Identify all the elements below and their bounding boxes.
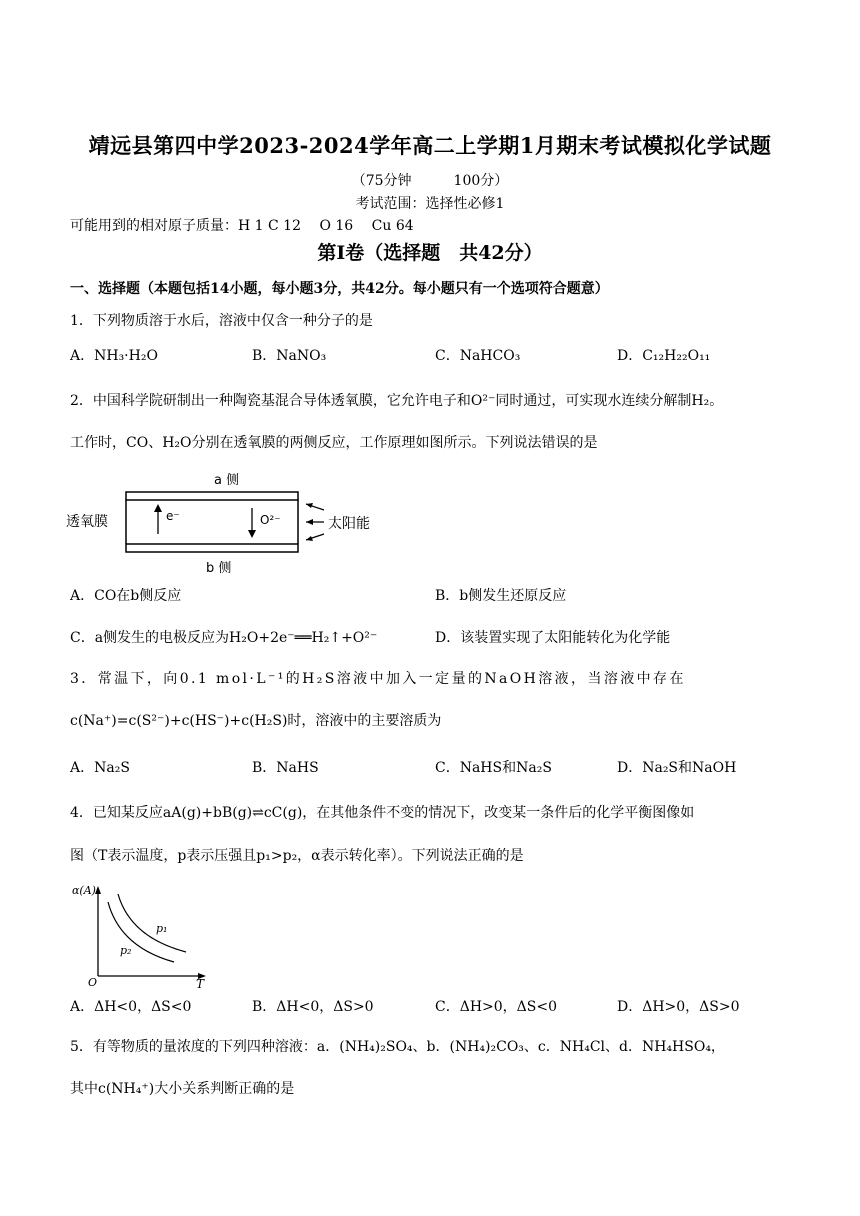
q1-stem: 1．下列物质溶于水后，溶液中仅含一种分子的是 [70,313,373,329]
exam-title: 靖远县第四中学2023-2024学年高二上学期1月期末考试模拟化学试题 [88,133,772,158]
time-score: （75分钟 100分） [351,173,509,189]
q5-stem-line2: 其中c(NH₄⁺)大小关系判断正确的是 [70,1081,295,1097]
q3-stem-line1: 3．常温下，向0.1 mol·L⁻¹的H₂S溶液中加入一定量的NaOH溶液，当溶液中存在 [70,671,686,687]
q3-option-d: D．Na₂S和NaOH [617,760,737,776]
q1-option-c: C．NaHCO₃ [435,348,521,364]
atomic-masses: 可能用到的相对原子质量：H 1 C 12 O 16 Cu 64 [70,218,414,234]
q5-stem-line1: 5．有等物质的量浓度的下列四种溶液：a．(NH₄)₂SO₄、b．(NH₄)₂CO₃、c．NH₄Cl、d．NH₄HSO₄， [70,1039,725,1055]
q3-option-c: C．NaHS和Na₂S [435,760,552,776]
oxide-arrow-icon [248,530,256,538]
q4-option-c: C．ΔH>0，ΔS<0 [435,999,558,1015]
q1-option-d: D．C₁₂H₂₂O₁₁ [617,348,711,364]
b-side-label: b 侧 [206,561,232,576]
q4-option-d: D．ΔH>0，ΔS>0 [617,999,740,1015]
equilibrium-graph [70,880,215,990]
q2-stem-line2: 工作时，CO、H₂O分别在透氧膜的两侧反应，工作原理如图所示。下列说法错误的是 [70,435,598,451]
q1-option-b: B．NaNO₃ [252,348,327,364]
q4-stem-line1: 4．已知某反应aA(g)+bB(g)⇌cC(g)，在其他条件不变的情况下，改变某一条件后的化学平衡图像如 [70,805,695,821]
p1-label: p₁ [156,922,168,935]
section-title: 第Ⅰ卷（选择题 共42分） [317,242,543,264]
membrane-label: 透氧膜 [66,514,108,530]
q2-option-c: C．a侧发生的电极反应为H₂O+2e⁻══H₂↑+O²⁻ [70,630,378,646]
exam-scope: 考试范围：选择性必修1 [355,196,505,212]
membrane-diagram [66,468,406,578]
electron-arrow-icon [154,504,162,512]
q1-option-a: A．NH₃·H₂O [70,348,158,364]
x-axis-label: T [196,977,205,990]
oxide-label: O²⁻ [260,513,281,527]
q3-stem-line2: c(Na⁺)=c(S²⁻)+c(HS⁻)+c(H₂S)时，溶液中的主要溶质为 [70,713,442,729]
q2-stem-line1: 2．中国科学院研制出一种陶瓷基混合导体透氧膜，它允许电子和O²⁻同时通过，可实现水连续分解制H₂。 [70,393,724,409]
electron-label: e⁻ [166,509,180,523]
top-membrane-layer [126,492,298,500]
origin-label: O [88,976,98,989]
q2-option-a: A．CO在b侧反应 [70,588,182,604]
q4-stem-line2: 图（T表示温度，p表示压强且p₁>p₂，α表示转化率）。下列说法正确的是 [70,848,524,864]
q3-option-a: A．Na₂S [70,760,130,776]
part-one-title: 一、选择题（本题包括14小题，每小题3分，共42分。每小题只有一个选项符合题意） [70,281,609,297]
bottom-membrane-layer [126,544,298,552]
p2-label: p₂ [120,944,132,957]
q2-option-b: B．b侧发生还原反应 [435,588,567,604]
a-side-label: a 侧 [214,473,240,488]
q4-option-b: B．ΔH<0，ΔS>0 [252,999,374,1015]
solar-label: 太阳能 [328,516,370,532]
q4-option-a: A．ΔH<0，ΔS<0 [70,999,192,1015]
y-axis-label: α(A) [72,884,96,897]
q3-option-b: B．NaHS [252,760,319,776]
q2-option-d: D．该装置实现了太阳能转化为化学能 [435,630,671,646]
